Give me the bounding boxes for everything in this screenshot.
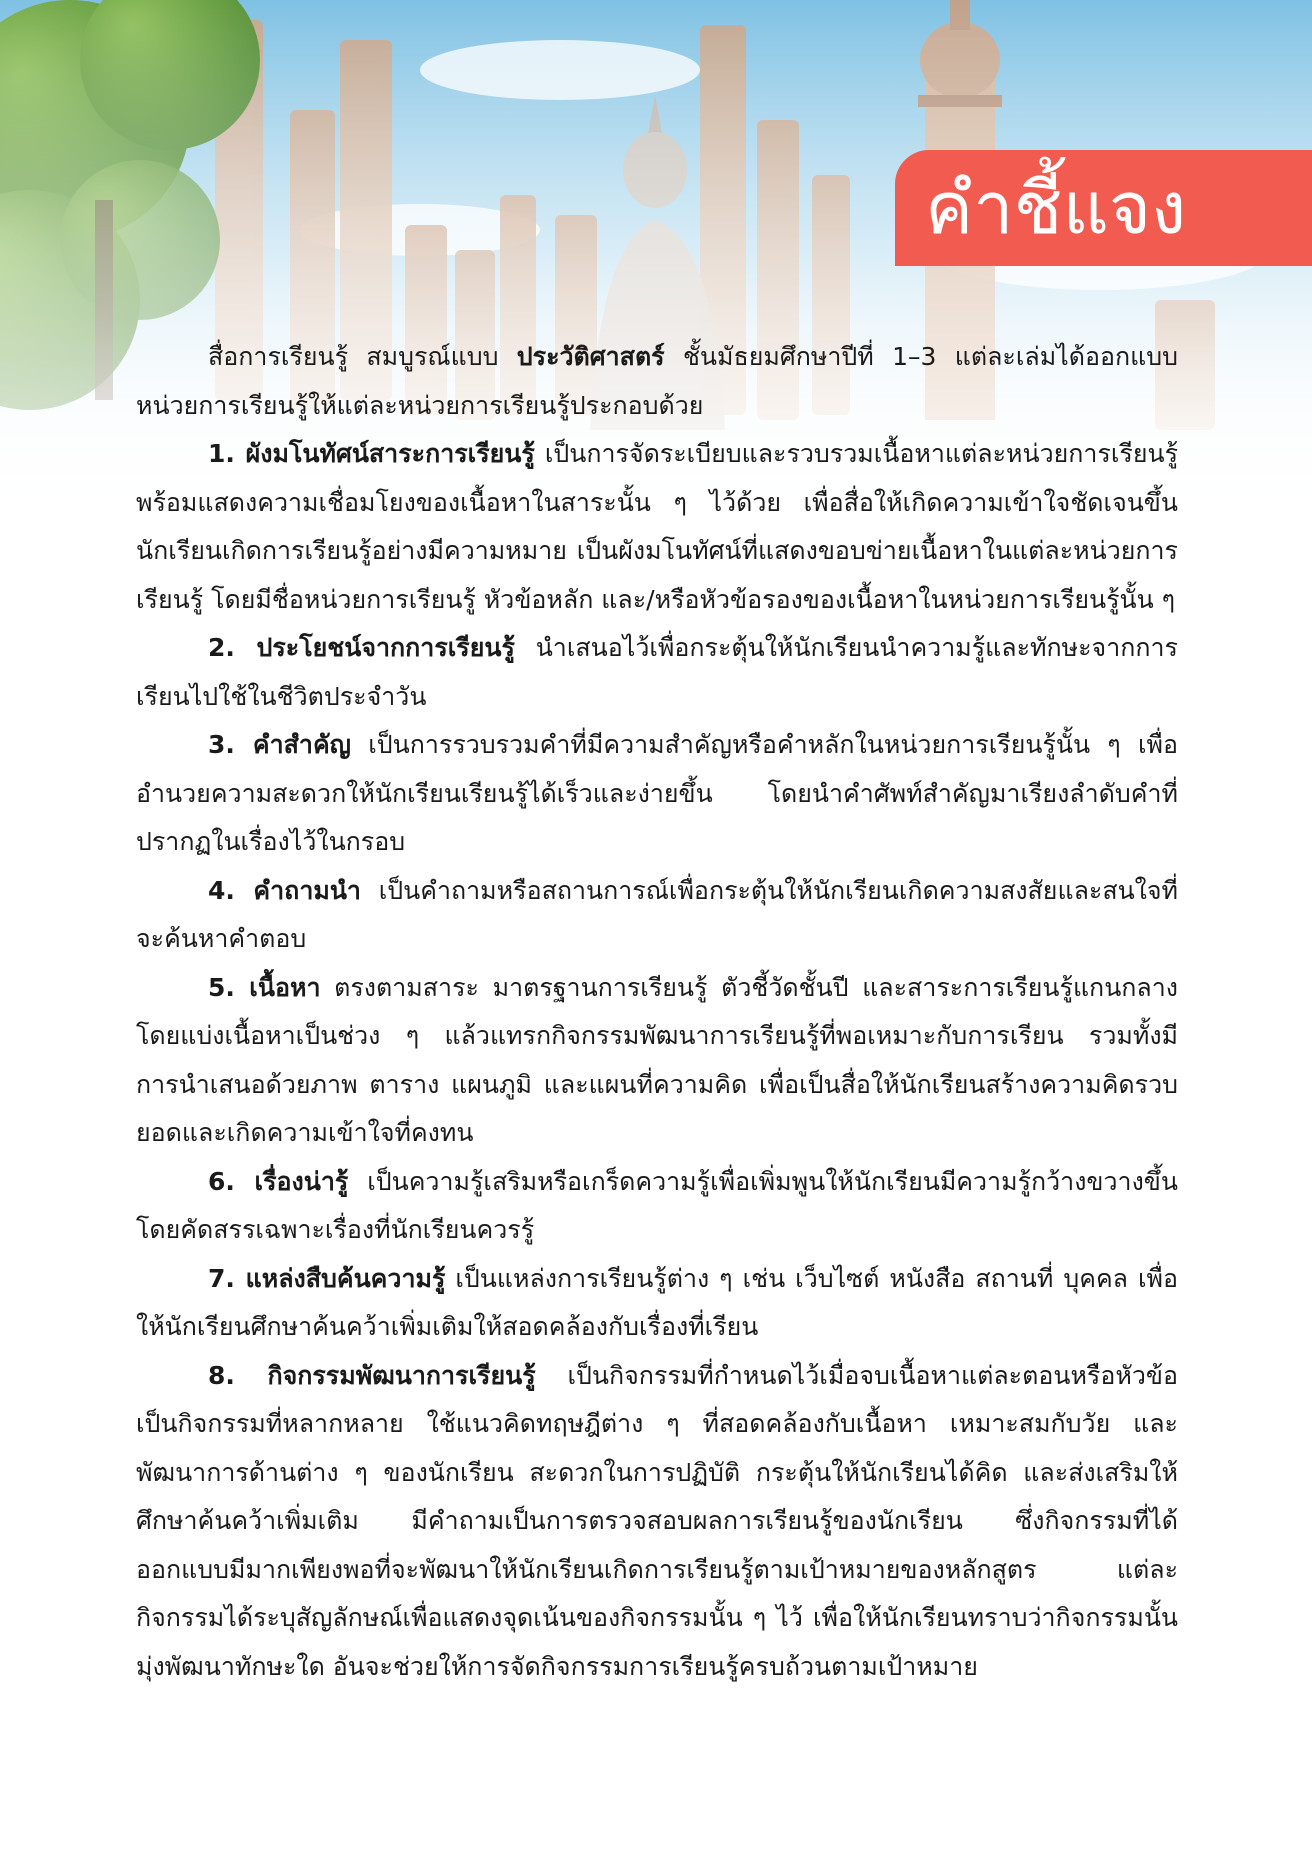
item-heading: 7. แหล่งสืบค้นความรู้ — [208, 1263, 446, 1293]
list-item — [136, 721, 1178, 867]
intro-prefix: สื่อการเรียนรู้ สมบูรณ์แบบ — [208, 342, 517, 371]
intro-paragraph — [136, 333, 1178, 430]
page-title: คำชี้แจง — [925, 166, 1187, 250]
item-body: เป็นคำถามหรือสถานการณ์เพื่อกระตุ้นให้นักเรียนเกิดความสงสัยและสนใจที่จะค้นหาคำตอบ — [136, 875, 1178, 953]
list-item — [136, 964, 1178, 1158]
list-item — [136, 1352, 1178, 1692]
item-body: เป็นแหล่งการเรียนรู้ต่าง ๆ เช่น เว็บไซต์ หนังสือ สถานที่ บุคคล เพื่อให้นักเรียนศึกษาค้นคว้าเพิ่มเติมให้สอดคล้องกับเรื่องที่เรียน — [136, 1263, 1178, 1341]
item-heading: 1. ผังมโนทัศน์สาระการเรียนรู้ — [208, 439, 535, 468]
item-body: เป็นกิจกรรมที่กำหนดไว้เมื่อจบเนื้อหาแต่ละตอนหรือหัวข้อ เป็นกิจกรรมที่หลากหลาย ใช้แนวคิดทฤษฎีต่าง ๆ ที่สอดคล้องกับเนื้อหา เหมาะสมกับวัย และพัฒนาการด้านต่าง ๆ ของนักเรียน สะดวกในการปฏิบัติ กระตุ้นให้นักเรียนได้คิด และส่งเสริมให้ศึกษาค้นคว้าเพิ่มเติม มีคำถามเป็นการตรวจสอบผลการเรียนรู้ของนักเรียน ซึ่งกิจกรรมที่ได้ออกแบบมีมากเพียงพอที่จะพัฒนาให้นักเรียนเกิดการเรียนรู้ตามเป้าหมายของหลักสูตร แต่ละกิจกรรมได้ระบุสัญลักษณ์เพื่อแสดงจุดเน้นของกิจกรรมนั้น ๆ ไว้ เพื่อให้นักเรียนทราบว่ากิจกรรมนั้นมุ่งพัฒนาทักษะใด อันจะช่วยให้การจัดกิจกรรมการเรียนรู้ครบถ้วนตามเป้าหมาย — [136, 1360, 1178, 1681]
instructions-body — [136, 333, 1178, 1691]
list-item — [136, 1255, 1178, 1352]
item-body: เป็นความรู้เสริมหรือเกร็ดความรู้เพื่อเพิ่มพูนให้นักเรียนมีความรู้กว้างขวางขึ้น โดยคัดสรรเฉพาะเรื่องที่นักเรียนควรรู้ — [136, 1166, 1178, 1244]
item-heading: 4. คำถามนำ — [208, 875, 361, 905]
item-heading: 8. กิจกรรมพัฒนาการเรียนรู้ — [208, 1360, 536, 1390]
item-heading: 3. คำสำคัญ — [208, 730, 351, 759]
list-item — [136, 430, 1178, 624]
intro-subject: ประวัติศาสตร์ — [516, 342, 665, 371]
item-body: ตรงตามสาระ มาตรฐานการเรียนรู้ ตัวชี้วัดชั้นปี และสาระการเรียนรู้แกนกลาง โดยแบ่งเนื้อหาเป็นช่วง ๆ แล้วแทรกกิจกรรมพัฒนาการเรียนรู้ที่พอเหมาะกับการเรียน รวมทั้งมีการนำเสนอด้วยภาพ ตาราง แผนภูมิ และแผนที่ความคิด เพื่อเป็นสื่อให้นักเรียนสร้างความคิดรวบยอดและเกิดความเข้าใจที่คงทน — [136, 972, 1178, 1147]
item-heading: 5. เนื้อหา — [208, 972, 321, 1002]
intro-suffix: ชั้นมัธยมศึกษาปีที่ 1–3 แต่ละเล่มได้ออกแบบหน่วยการเรียนรู้ให้แต่ละหน่วยการเรียนรู้ประกอบด้วย — [136, 342, 1178, 420]
list-item — [136, 1158, 1178, 1255]
title-banner — [895, 150, 1312, 266]
list-item — [136, 867, 1178, 964]
item-body: นำเสนอไว้เพื่อกระตุ้นให้นักเรียนนำความรู้และทักษะจากการเรียนไปใช้ในชีวิตประจำวัน — [136, 633, 1178, 711]
item-body: เป็นการจัดระเบียบและรวบรวมเนื้อหาแต่ละหน่วยการเรียนรู้ พร้อมแสดงความเชื่อมโยงของเนื้อหาในสาระนั้น ๆ ไว้ด้วย เพื่อสื่อให้เกิดความเข้าใจชัดเจนขึ้น นักเรียนเกิดการเรียนรู้อย่างมีความหมาย เป็นผังมโนทัศน์ที่แสดงขอบข่ายเนื้อหาในแต่ละหน่วยการเรียนรู้ โดยมีชื่อหน่วยการเรียนรู้ หัวข้อหลัก และ/หรือหัวข้อรองของเนื้อหาในหน่วยการเรียนรู้นั้น ๆ — [136, 439, 1178, 614]
item-body: เป็นการรวบรวมคำที่มีความสำคัญหรือคำหลักในหน่วยการเรียนรู้นั้น ๆ เพื่ออำนวยความสะดวกให้นักเรียนเรียนรู้ได้เร็วและง่ายขึ้น โดยนำคำศัพท์สำคัญมาเรียงลำดับคำที่ปรากฏในเรื่องไว้ในกรอบ — [136, 730, 1178, 856]
item-heading: 6. เรื่องน่ารู้ — [208, 1166, 349, 1196]
item-heading: 2. ประโยชน์จากการเรียนรู้ — [208, 633, 515, 662]
list-item — [136, 624, 1178, 721]
